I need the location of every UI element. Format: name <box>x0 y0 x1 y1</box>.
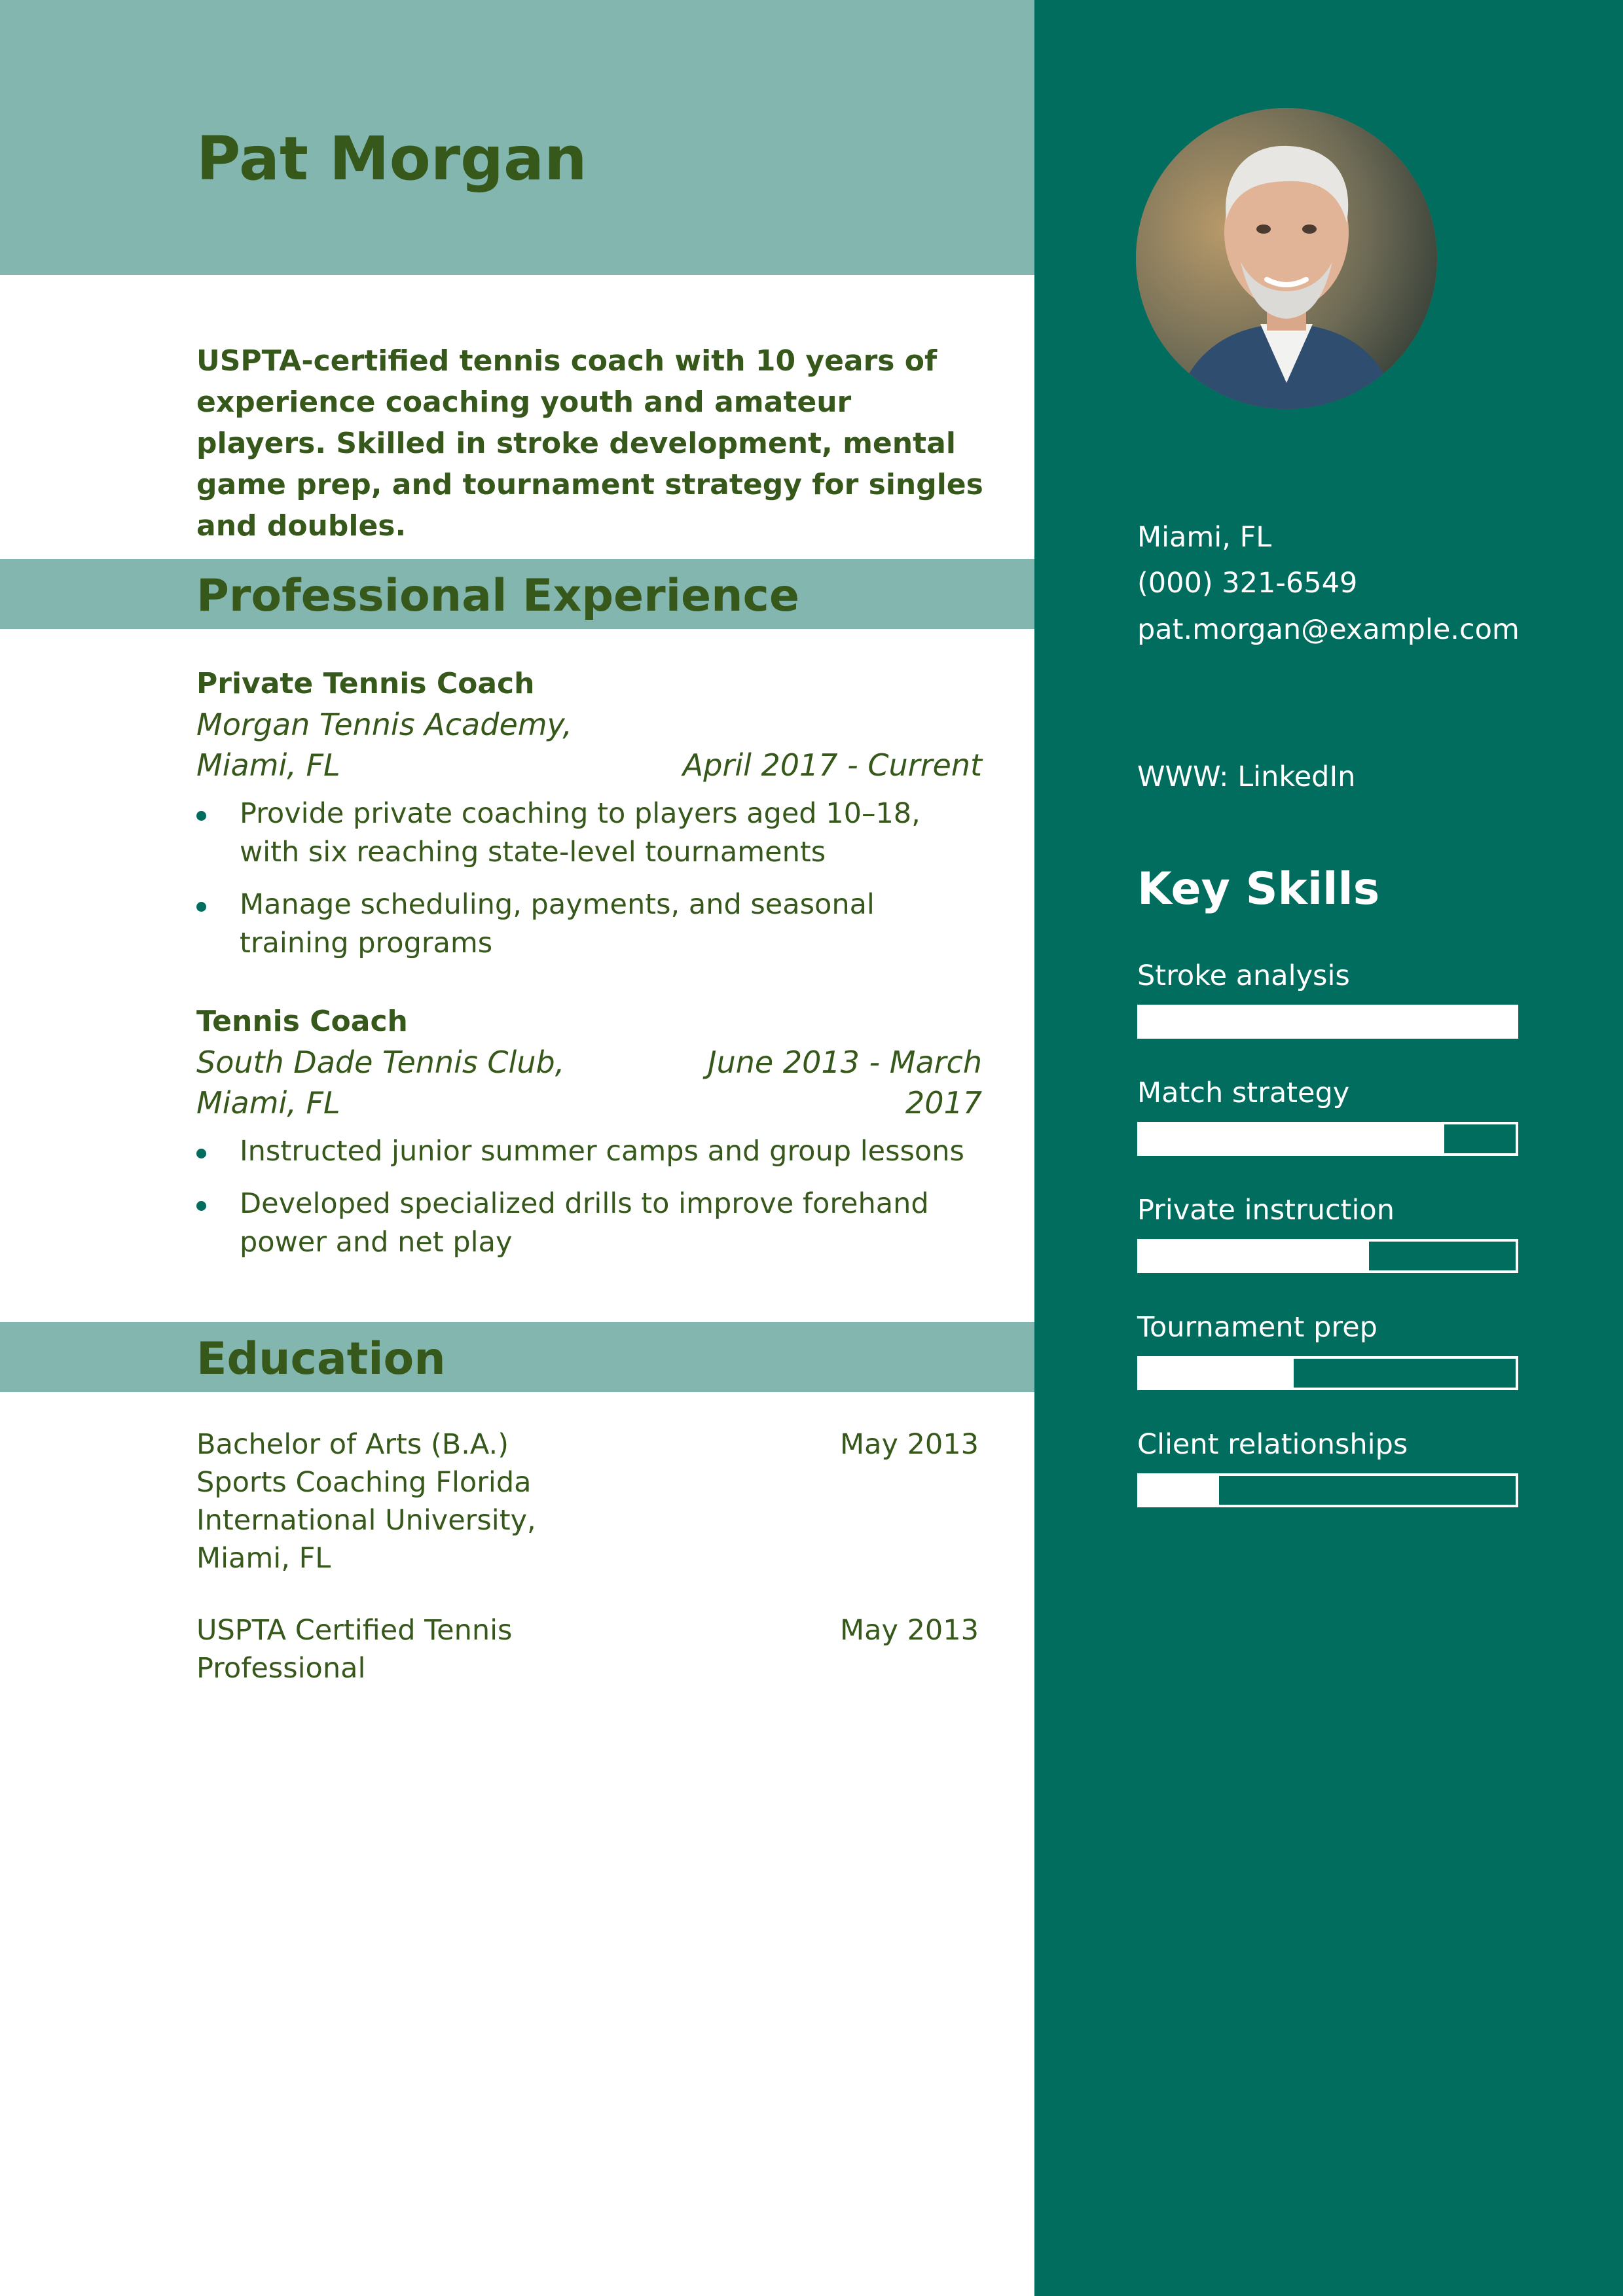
skill-level-bar <box>1137 1005 1518 1039</box>
skill-label: Stroke analysis <box>1137 960 1350 992</box>
candidate-name: Pat Morgan <box>196 124 587 194</box>
experience-heading: Professional Experience <box>196 570 799 622</box>
job-company: Morgan Tennis Academy, Miami, FL <box>196 707 572 783</box>
skill-level-fill <box>1140 1359 1294 1388</box>
skill-label: Match strategy <box>1137 1077 1350 1109</box>
skill-level-bar <box>1137 1122 1518 1156</box>
profile-photo <box>1136 108 1437 409</box>
contact-linkedin-link[interactable]: WWW: LinkedIn <box>1137 761 1356 793</box>
job-date: April 2017 - Current <box>682 747 982 783</box>
contact-phone: (000) 321-6549 <box>1137 567 1358 600</box>
skill-level-bar <box>1137 1473 1518 1507</box>
education-degree: Bachelor of Arts (B.A.) Sports Coaching Florida International University, Miami, FL <box>196 1428 536 1575</box>
job-bullets <box>196 795 982 963</box>
job-company: South Dade Tennis Club, Miami, FL <box>196 1045 565 1121</box>
education-entry <box>196 1426 979 1577</box>
job-bullet: Developed specialized drills to improve forehand power and net play <box>196 1185 982 1262</box>
education-heading: Education <box>196 1333 446 1385</box>
job-bullet: Provide private coaching to players aged 10–18, with six reaching state-level tournaments <box>196 795 982 872</box>
profile-photo-image <box>1136 108 1437 409</box>
education-date: May 2013 <box>840 1428 979 1461</box>
education-degree: USPTA Certified Tennis Professional <box>196 1614 513 1685</box>
contact-email[interactable]: pat.morgan@example.com <box>1137 613 1520 646</box>
job-title: Private Tennis Coach <box>196 667 535 700</box>
summary: USPTA-certified tennis coach with 10 years of experience coaching youth and amateur players. Skilled in stroke development, mental game prep, and tournament strategy for singles and doubles. <box>196 344 983 543</box>
skill-level-bar <box>1137 1356 1518 1390</box>
skill-label: Client relationships <box>1137 1428 1408 1461</box>
skill-label: Tournament prep <box>1137 1311 1377 1344</box>
education-band <box>0 1322 1034 1392</box>
skill-level-fill <box>1140 1124 1444 1153</box>
skill-label: Private instruction <box>1137 1194 1395 1227</box>
skill-level-fill <box>1140 1242 1369 1270</box>
skill-level-fill <box>1140 1476 1219 1505</box>
contact-location: Miami, FL <box>1137 521 1272 554</box>
education-date: May 2013 <box>840 1614 979 1647</box>
skill-level-bar <box>1137 1239 1518 1273</box>
job-title: Tennis Coach <box>196 1005 408 1038</box>
job-bullets <box>196 1132 982 1262</box>
job-bullet: Manage scheduling, payments, and seasonal training programs <box>196 886 982 963</box>
job-meta <box>196 704 982 785</box>
job-entry <box>196 664 982 977</box>
job-meta <box>196 1042 982 1123</box>
job-date: June 2013 - March 2017 <box>708 1045 982 1121</box>
skills-heading: Key Skills <box>1137 863 1380 915</box>
skill-level-fill <box>1140 1007 1516 1036</box>
job-bullet: Instructed junior summer camps and group lessons <box>196 1132 982 1171</box>
education-entry <box>196 1611 979 1687</box>
job-entry <box>196 1001 982 1276</box>
